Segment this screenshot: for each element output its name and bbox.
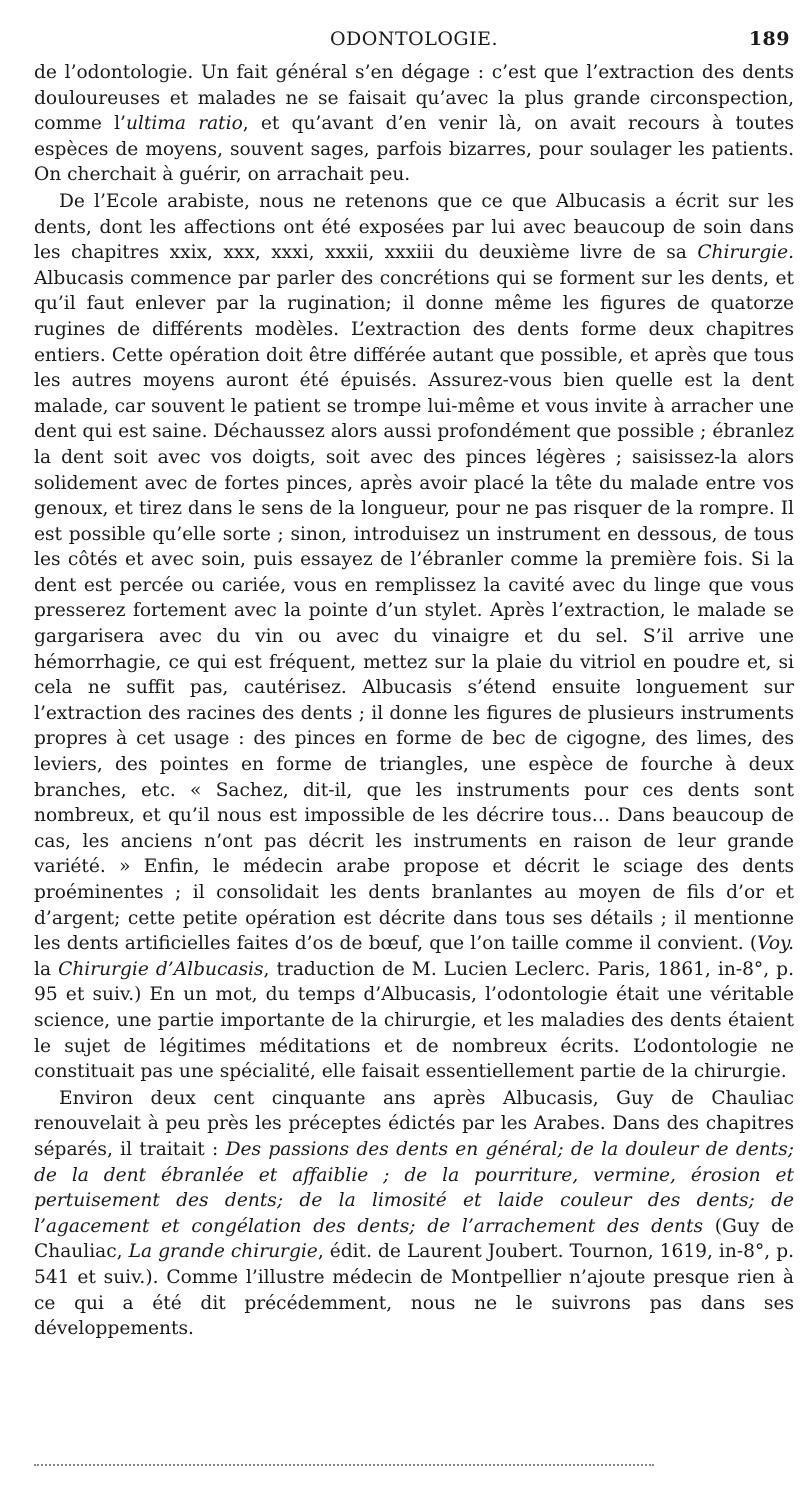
text-run: , édit. de Laurent Joubert. Tournon, 1619, in-8°, p. 541 et suiv.). Comme l’illustre médecin de Montpellier n’ajoute presque rien à ce qui a été dit précédemment, nous ne le suivrons pas dans ses développements.	[34, 1241, 795, 1340]
text-run: Environ deux cent cinquante ans après Albucasis, Guy de Chauliac renouvelait à peu près les préceptes édictés par les Arabes. Dans des chapitres séparés, il traitait :	[34, 1087, 794, 1160]
italic-text-run: ultima ratio	[125, 113, 243, 135]
page-header	[34, 28, 794, 60]
text-run: Albucasis commence par parler des concrétions qui se forment sur les dents, et qu’il faut enlever par la rugination; il donne même les figures de quatorze rugines de différents modèles. L’extraction des dents forme deux chapitres entiers. Cette opération doit être différée autant que possible, et après que tous les autres moyens auront été épuisés. Assurez-vous bien quelle est la dent malade, car souvent le patient se trompe lui-même et vous invite à arracher une dent qui est saine. Déchaussez alors aussi profondément que possible ; ébranlez la dent soit avec vos doigts, soit avec des pinces légères ; saisissez-la alors solidement avec de fortes pinces, après avoir placé la tête du malade entre vos genoux, et tirez dans le sens de la longueur, pour ne pas risquer de la rompre. Il est possible qu’elle sorte ; sinon, introduisez un instrument en dessous, de tous les côtés et avec soin, puis essayez de l’ébranler comme la première fois. Si la dent est percée ou cariée, vous en remplissez la cavité avec du linge que vous presserez fortement avec la pointe d’un stylet. Après l’extraction, le malade se gargarisera avec du vin ou avec du vinaigre et du sel. S’il arrive une hémorrhagie, ce qui est fréquent, mettez sur la plaie du vitriol en poudre et, si cela ne suffit pas, cautérisez. Albucasis s’étend ensuite longuement sur l’extraction des racines des dents ; il donne les figures de plusieurs instruments propres à cet usage : des pinces en forme de bec de cigogne, des limes, des leviers, des pointes en forme de triangles, une espèce de fourche à deux branches, etc. « Sachez, dit-il, que les instruments pour ces dents sont nombreux, et qu’il nous est impossible de les décrire tous… Dans beaucoup de cas, les anciens n’ont pas décrit les instruments en raison de leur grande variété. » Enfin, le médecin arabe propose et décrit le sciage des dents proéminentes ; il consolidait les dents branlantes au moyen de fils d’or et d’argent; cette petite opération est décrite dans tous ses détails ; il mentionne les dents artificielles faites d’os de bœuf, que l’on taille comme il convient. (	[34, 267, 794, 955]
text-run: , et qu’avant d’en venir là, on avait recours à toutes espèces de moyens, souvent sages, parfois bizarres, pour soulager les patients. On cherchait à guérir, on arrachait peu.	[34, 113, 794, 186]
page-number: 189	[748, 28, 790, 50]
text-run: de l’odontologie. Un fait général s’en dégage : c’est que l’extraction des dents douloureuses et malades ne se faisait qu’avec la plus grande circonspection, comme l’	[34, 62, 794, 135]
book-page	[34, 28, 794, 1342]
italic-text-run: Chirurgie.	[697, 242, 794, 264]
italic-text-run: Chirurgie d’Albucasis	[58, 958, 264, 980]
text-run: , traduction de M. Lucien Leclerc. Paris, 1861, in-8°, p. 95 et suiv.) En un mot, du temps d’Albucasis, l’odontologie était une véritable science, une partie importante de la chirurgie, et les maladies des dents étaient le sujet de légitimes méditations et de nombreux écrits. L’odontologie ne constituait pas une spécialité, elle faisait essentiellement partie de la chirurgie.	[34, 958, 794, 1083]
paragraph-2	[34, 189, 794, 1085]
text-run: De l’Ecole arabiste, nous ne retenons que ce que Albucasis a écrit sur les dents, dont les affections ont été exposées par lui avec beaucoup de soin dans les chapitres xxix, xxx, xxxi, xxxii, xxxiii du deuxième livre de sa	[34, 190, 794, 264]
paragraph-3	[34, 1086, 794, 1342]
running-title: ODONTOLOGIE.	[329, 28, 499, 50]
italic-text-run: Voy.	[757, 933, 794, 955]
body-text	[34, 60, 794, 1342]
text-run: (Guy de Chauliac,	[34, 1215, 794, 1263]
italic-text-run: Des passions des dents en général; de la douleur de dents; de la dent ébranlée et affaiblie ; de la pourriture, vermine, érosion et pertuisement des dents; de la limosité et laide couleur des dents; de l’agacement et congélation des dents; de l’arrachement des dents	[34, 1138, 795, 1237]
paragraph-1	[34, 60, 794, 188]
footer-rule	[34, 1464, 654, 1466]
text-run: la	[34, 958, 59, 980]
italic-text-run: La grande chirurgie	[128, 1241, 318, 1263]
